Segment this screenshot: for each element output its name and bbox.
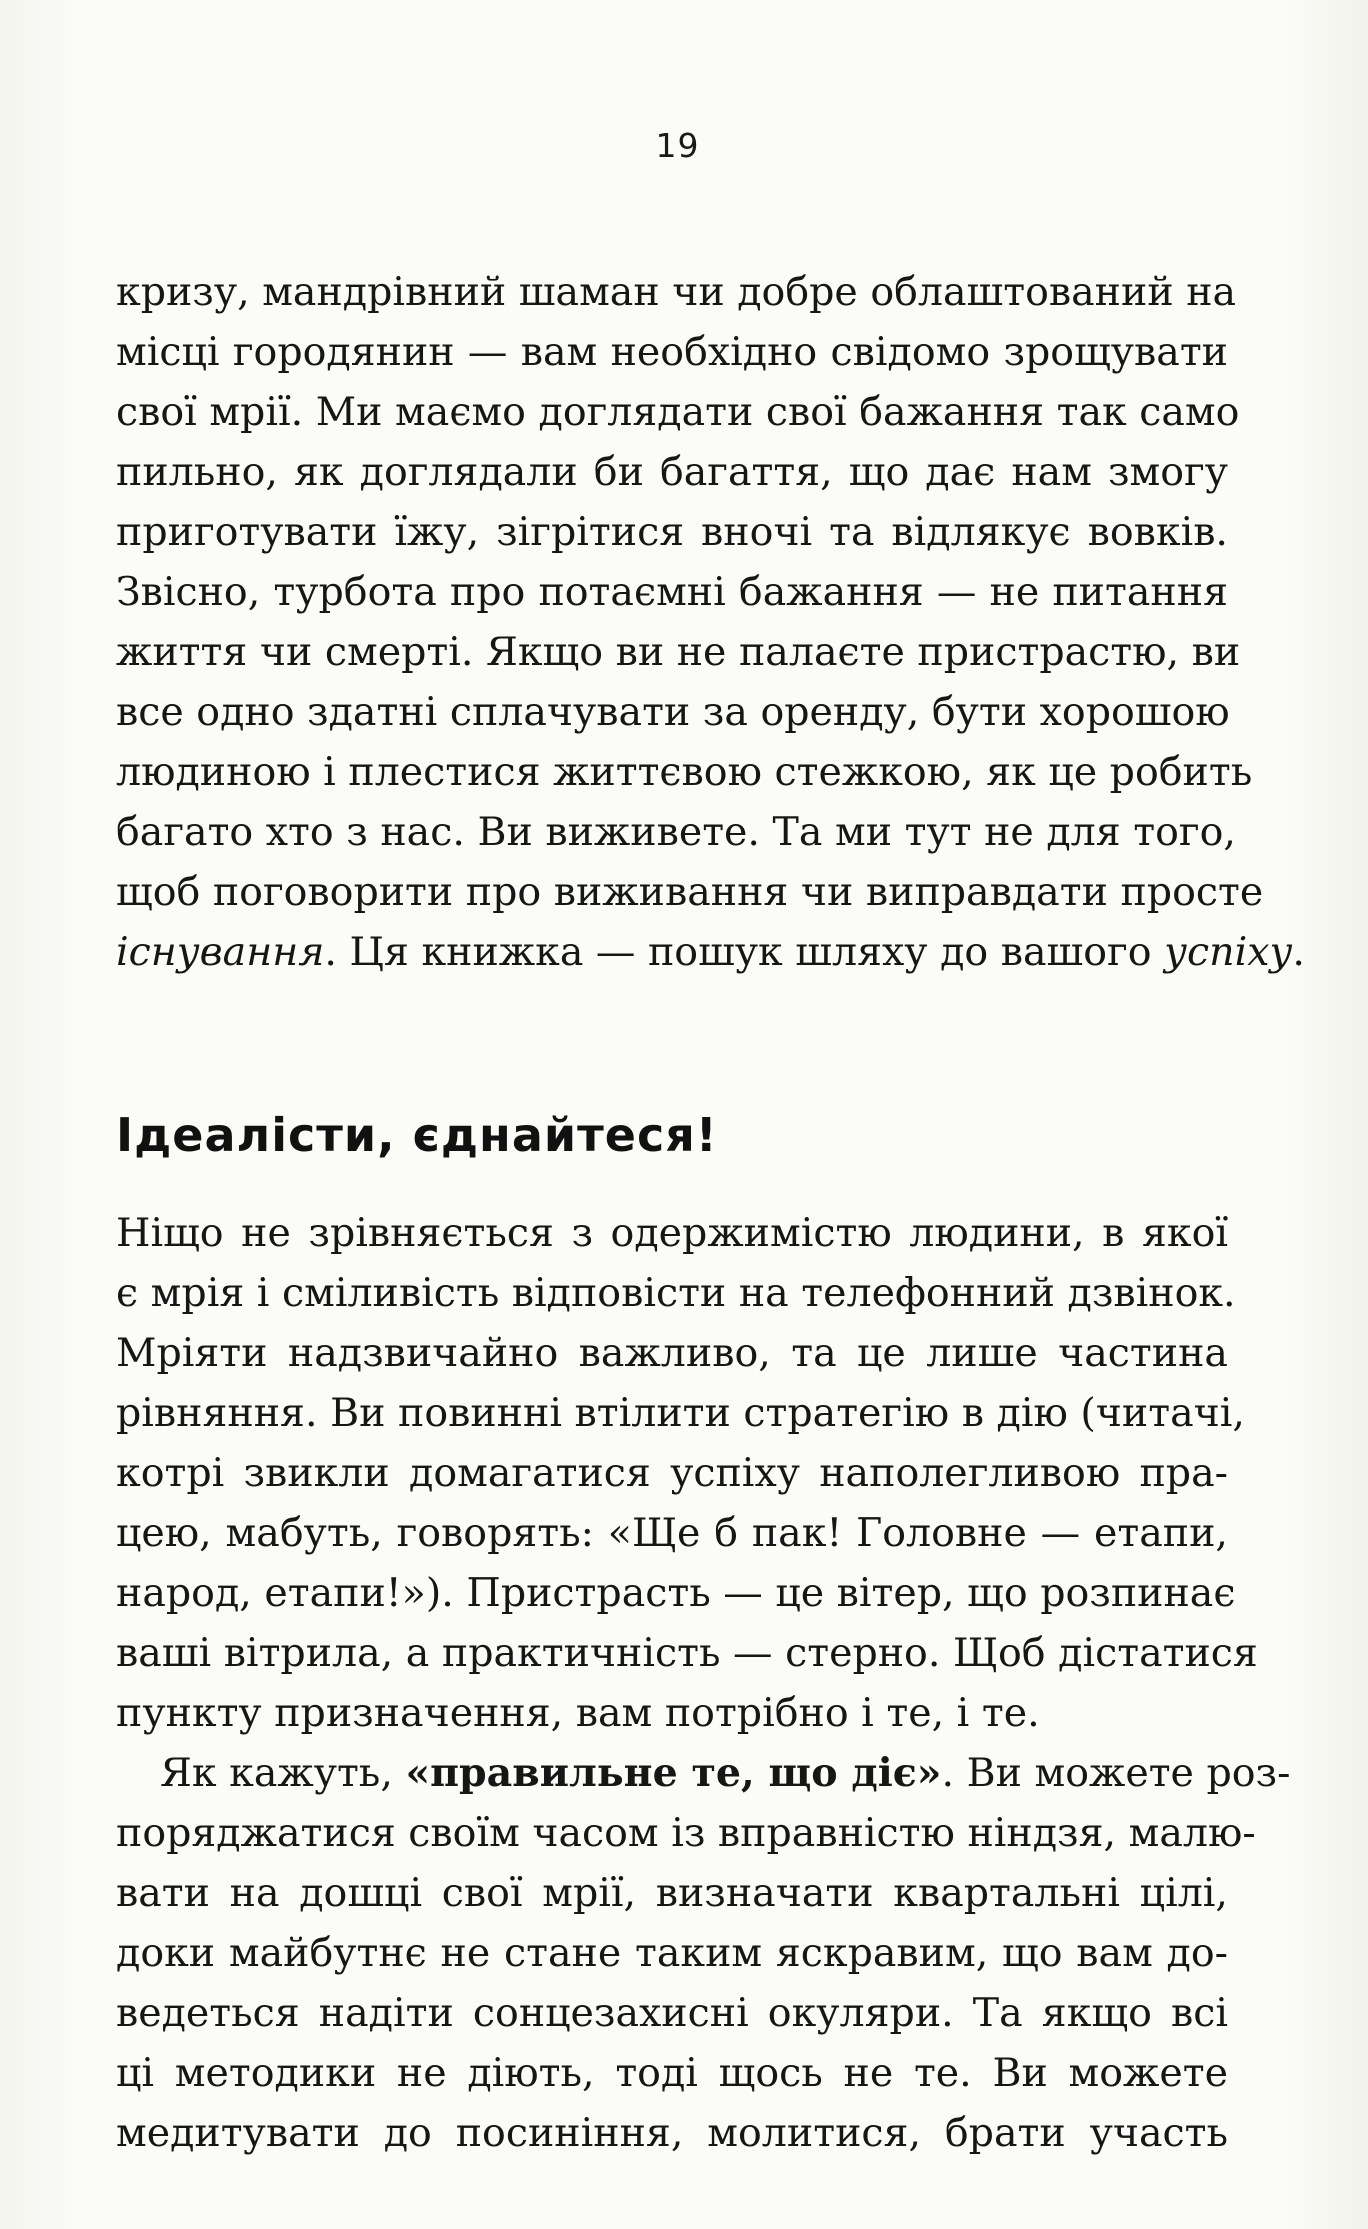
text-line: ваші вітрила, а практичність — стерно. Щоб дістатися: [116, 1630, 1258, 1676]
text-fragment: . Ця книжка — пошук шляху до вашого: [324, 929, 1165, 975]
text-line: Мріяти надзвичайно важливо, та це лише частина: [116, 1330, 1228, 1376]
text-line: поряджатися своїм часом із вправністю ніндзя, малю-: [116, 1810, 1256, 1856]
page-number: 19: [655, 126, 700, 165]
text-line: вати на дошці свої мрії, визначати квартальні цілі,: [116, 1870, 1228, 1916]
text-line: Звісно, турбота про потаємні бажання — не питання: [116, 569, 1228, 615]
text-line: життя чи смерті. Якщо ви не палаєте пристрастю, ви: [116, 629, 1241, 675]
text-line: котрі звикли домагатися успіху наполегливою пра-: [116, 1450, 1228, 1496]
text-fragment: Як кажуть,: [160, 1750, 406, 1796]
text-line: щоб поговорити про виживання чи виправдати просте: [116, 869, 1264, 915]
text-line: ці методики не діють, тоді щось не те. Ви можете: [116, 2050, 1228, 2096]
text-line: місці городянин — вам необхідно свідомо зрощувати: [116, 329, 1228, 375]
text-line: цею, мабуть, говорять: «Ще б пак! Головне — етапи,: [116, 1510, 1228, 1556]
text-line: медитувати до посиніння, молитися, брати участь: [116, 2110, 1228, 2156]
text-line: приготувати їжу, зігрітися вночі та відлякує вовків.: [116, 509, 1228, 555]
paragraph-1: [116, 262, 1305, 982]
text-line: [116, 1743, 1291, 1803]
text-line: ведеться надіти сонцезахисні окуляри. Та якщо всі: [116, 1990, 1228, 2036]
text-line: все одно здатні сплачувати за оренду, бути хорошою: [116, 689, 1230, 735]
text-line-last: пункту призначення, вам потрібно і те, і те.: [116, 1690, 1040, 1736]
text-line: доки майбутнє не стане таким яскравим, що вам до-: [116, 1930, 1228, 1976]
section-heading: Ідеалісти, єднайтеся!: [116, 1108, 718, 1162]
italic-word: успіху: [1164, 929, 1293, 975]
text-line: кризу, мандрівний шаман чи добре облаштований на: [116, 269, 1237, 315]
text-fragment: .: [1292, 929, 1305, 975]
text-fragment: . Ви можете роз-: [941, 1750, 1291, 1796]
text-line-last: [116, 922, 1305, 982]
italic-word: існування: [116, 929, 325, 975]
bold-phrase: «правильне те, що діє»: [405, 1750, 942, 1796]
text-line: людиною і плестися життєвою стежкою, як це робить: [116, 749, 1253, 795]
text-line: свої мрії. Ми маємо доглядати свої бажання так само: [116, 389, 1240, 435]
text-line: багато хто з нас. Ви виживете. Та ми тут не для того,: [116, 809, 1236, 855]
text-line: Ніщо не зрівняється з одержимістю людини, в якої: [116, 1210, 1228, 1256]
text-line: пильно, як доглядали би багаття, що дає нам змогу: [116, 449, 1228, 495]
text-line: народ, етапи!»). Пристрасть — це вітер, що розпинає: [116, 1570, 1236, 1616]
text-line: рівняння. Ви повинні втілити стратегію в дію (читачі,: [116, 1390, 1245, 1436]
text-line: є мрія і сміливість відповісти на телефонний дзвінок.: [116, 1270, 1236, 1316]
paragraph-2: [116, 1203, 1291, 2163]
